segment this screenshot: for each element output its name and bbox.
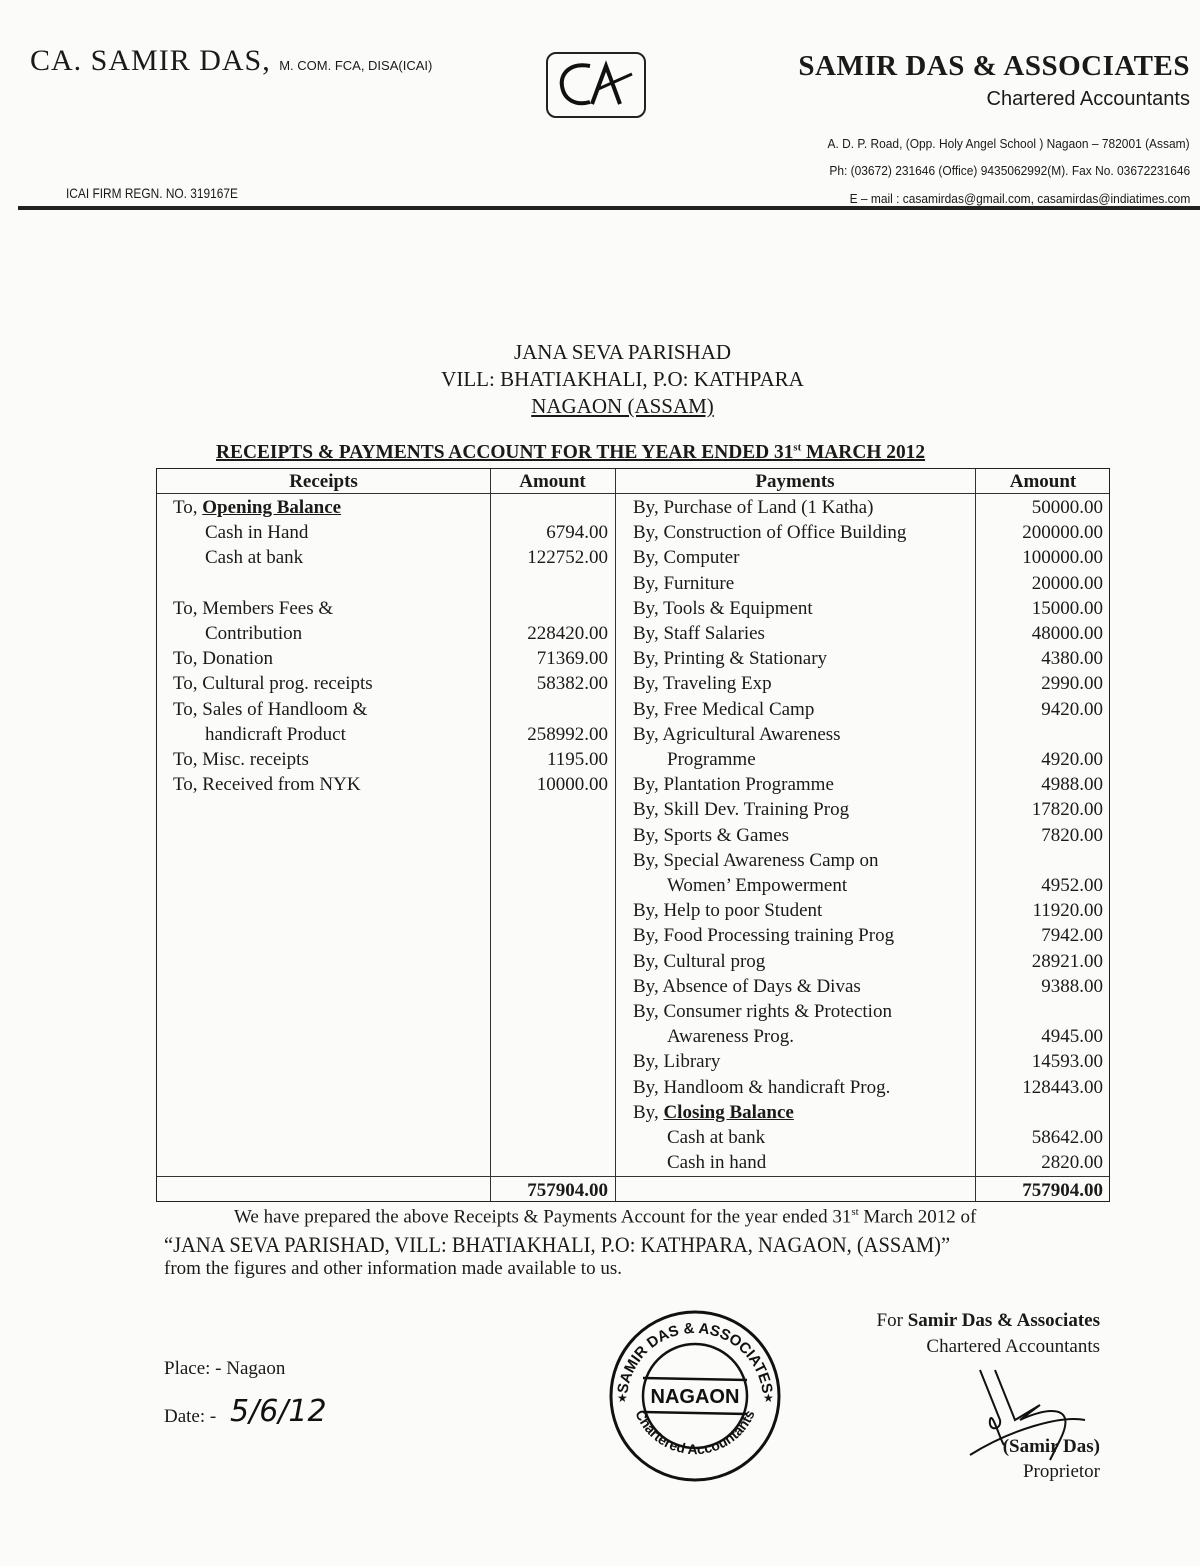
payment-amount: 7942.00: [1041, 925, 1103, 947]
svg-text:Chartered Accountants: Chartered Accountants: [632, 1407, 758, 1458]
ca-logo-icon: [546, 52, 646, 118]
payment-label: By, Sports & Games: [633, 824, 790, 846]
total-divider: [157, 1176, 1109, 1177]
payment-label: Programme: [667, 749, 756, 770]
payment-amount: 4920.00: [1041, 749, 1103, 770]
cert-sup: st: [851, 1206, 859, 1218]
receipt-label: Contribution: [205, 623, 303, 644]
header-amount-payments: Amount: [1009, 471, 1077, 492]
header-amount-receipts: Amount: [519, 471, 586, 492]
date-handwritten: 5/6/12: [230, 1394, 327, 1429]
svg-text:SAMIR DAS & ASSOCIATES: SAMIR DAS & ASSOCIATES: [614, 1319, 776, 1395]
for-prefix: For: [876, 1310, 908, 1331]
receipt-amount: 1195.00: [546, 749, 608, 770]
total-payments: 757904.00: [1022, 1180, 1103, 1201]
payment-label: By, Furniture: [633, 572, 735, 594]
for-firm-subtitle: Chartered Accountants: [926, 1336, 1100, 1357]
payment-amount: 20000.00: [1031, 572, 1103, 594]
payment-label: By, Tools & Equipment: [633, 597, 813, 619]
payment-amount: 58642.00: [1031, 1127, 1103, 1148]
receipts-payments-table: [156, 468, 1110, 1202]
receipt-label: Cash at bank: [205, 547, 304, 569]
payment-amount: 14593.00: [1031, 1051, 1103, 1073]
payment-label: By, Traveling Exp: [633, 673, 772, 695]
payment-label: By, Staff Salaries: [633, 623, 765, 644]
svg-text:★: ★: [617, 1391, 628, 1405]
statement-title-sup: st: [793, 441, 802, 454]
payment-label: By, Consumer rights & Protection: [633, 1001, 892, 1022]
payment-label: By, Printing & Stationary: [633, 648, 828, 670]
payment-label: By, Library: [633, 1051, 721, 1073]
payment-label: By, Agricultural Awareness: [633, 723, 841, 745]
payment-label: [633, 1100, 794, 1125]
organization-name: JANA SEVA PARISHAD: [513, 340, 732, 364]
date-label: Date: -: [164, 1406, 217, 1427]
organization-village: VILL: BHATIAKHALI, P.O: KATHPARA: [441, 367, 804, 391]
payment-label: Women’ Empowerment: [667, 875, 848, 896]
receipt-label: To, Misc. receipts: [173, 749, 309, 770]
col-divider: [490, 469, 491, 1201]
certification-line-2: “JANA SEVA PARISHAD, VILL: BHATIAKHALI, P.O: KATHPARA, NAGAON, (ASSAM)”: [164, 1232, 951, 1257]
statement-title: [216, 441, 925, 464]
receipt-label: To, Received from NYK: [173, 774, 361, 796]
receipt-amount: 71369.00: [536, 648, 608, 670]
ca-qualifications: M. COM. FCA, DISA(ICAI): [279, 58, 433, 73]
col-divider: [615, 469, 616, 1201]
payment-label: Awareness Prog.: [667, 1026, 795, 1048]
payment-label: By, Special Awareness Camp on: [633, 849, 879, 871]
payment-amount: 200000.00: [1022, 522, 1103, 544]
header-divider: [157, 493, 1109, 494]
receipt-amount: 258992.00: [527, 723, 608, 745]
payment-label: By, Cultural prog: [633, 950, 766, 972]
row-prefix: To,: [173, 497, 198, 518]
payment-amount: 9388.00: [1041, 975, 1103, 997]
payment-amount: 4380.00: [1041, 648, 1103, 670]
statement-title-year: MARCH 2012: [801, 441, 926, 463]
payment-amount: 100000.00: [1022, 547, 1103, 569]
payment-amount: 4945.00: [1041, 1026, 1103, 1048]
payment-label: By, Computer: [633, 547, 740, 569]
statement-title-text: RECEIPTS & PAYMENTS ACCOUNT FOR THE YEAR ENDED 31: [216, 441, 794, 463]
header-payments: Payments: [755, 471, 835, 492]
receipt-amount: 228420.00: [527, 623, 608, 644]
receipt-label: To, Members Fees &: [173, 597, 334, 619]
section-heading: Closing Balance: [663, 1101, 794, 1123]
firm-name: SAMIR DAS & ASSOCIATES: [798, 50, 1190, 82]
svg-text:NAGAON: NAGAON: [650, 1386, 740, 1408]
firm-subtitle: Chartered Accountants: [986, 88, 1190, 110]
payment-amount: 4952.00: [1041, 875, 1103, 896]
payment-label: By, Skill Dev. Training Prog: [633, 799, 850, 821]
header-receipts: Receipts: [289, 471, 358, 492]
payment-label: By, Construction of Office Building: [633, 522, 907, 544]
payment-label: By, Purchase of Land (1 Katha): [633, 497, 874, 518]
receipt-amount: 10000.00: [536, 774, 608, 796]
payment-amount: 128443.00: [1022, 1076, 1103, 1098]
payment-amount: 4988.00: [1041, 774, 1103, 796]
firm-address: A. D. P. Road, (Opp. Holy Angel School ) Nagaon – 782001 (Assam): [827, 136, 1190, 151]
firm-phone: Ph: (03672) 231646 (Office) 9435062992(M). Fax No. 03672231646: [829, 163, 1190, 178]
payment-amount: 17820.00: [1031, 799, 1103, 821]
payment-amount: 11920.00: [1032, 900, 1103, 922]
receipt-label: [173, 495, 341, 520]
for-firm-line: [877, 1310, 1100, 1332]
svg-text:★: ★: [763, 1391, 774, 1405]
payment-amount: 15000.00: [1031, 597, 1103, 619]
payment-label: By, Handloom & handicraft Prog.: [633, 1076, 891, 1098]
payment-label: By, Food Processing training Prog: [633, 925, 895, 947]
section-heading: Opening Balance: [202, 497, 342, 518]
certification-line-3: from the figures and other information made available to us.: [164, 1258, 622, 1279]
firm-stamp-icon: [605, 1306, 785, 1486]
certification-line-1: [234, 1206, 976, 1228]
payment-label: Cash in hand: [667, 1152, 767, 1174]
receipt-label: handicraft Product: [205, 723, 346, 745]
payment-label: By, Plantation Programme: [633, 774, 834, 796]
receipt-amount: 58382.00: [536, 673, 608, 695]
payment-amount: 9420.00: [1041, 698, 1103, 720]
for-firm-name: Samir Das & Associates: [907, 1310, 1100, 1331]
ca-name-text: CA. SAMIR DAS,: [30, 44, 271, 77]
signatory-name: (Samir Das): [1002, 1436, 1100, 1457]
signatory-designation: Proprietor: [1022, 1461, 1100, 1482]
place-label: Place: - Nagaon: [164, 1358, 286, 1379]
payment-amount: 2990.00: [1041, 673, 1103, 695]
payment-label: Cash at bank: [667, 1127, 766, 1148]
letterhead-divider: [18, 206, 1200, 210]
firm-registration-number: ICAI FIRM REGN. NO. 319167E: [66, 185, 238, 201]
payment-amount: 2820.00: [1041, 1152, 1103, 1174]
receipt-amount: 122752.00: [527, 547, 608, 569]
receipt-label: To, Cultural prog. receipts: [173, 673, 373, 695]
cert-text: We have prepared the above Receipts & Payments Account for the year ended 31: [234, 1206, 852, 1228]
payment-amount: 48000.00: [1031, 623, 1103, 644]
ca-name: [30, 44, 432, 78]
receipt-label: To, Sales of Handloom &: [173, 698, 368, 720]
row-prefix: By,: [633, 1101, 659, 1123]
payment-label: By, Free Medical Camp: [633, 698, 815, 720]
cert-text-end: March 2012 of: [858, 1206, 977, 1228]
organization-district: NAGAON (ASSAM): [531, 394, 714, 418]
payment-amount: 7820.00: [1041, 824, 1103, 846]
total-receipts: 757904.00: [527, 1180, 608, 1201]
firm-email: E – mail : casamirdas@gmail.com, casamirdas@indiatimes.com: [849, 191, 1190, 206]
payment-amount: 50000.00: [1031, 497, 1103, 518]
payment-amount: 28921.00: [1031, 950, 1103, 972]
payment-label: By, Help to poor Student: [633, 900, 823, 922]
receipt-label: To, Donation: [173, 648, 273, 670]
receipt-amount: 6794.00: [546, 522, 608, 544]
receipt-label: Cash in Hand: [205, 522, 309, 544]
payment-label: By, Absence of Days & Divas: [633, 975, 861, 997]
